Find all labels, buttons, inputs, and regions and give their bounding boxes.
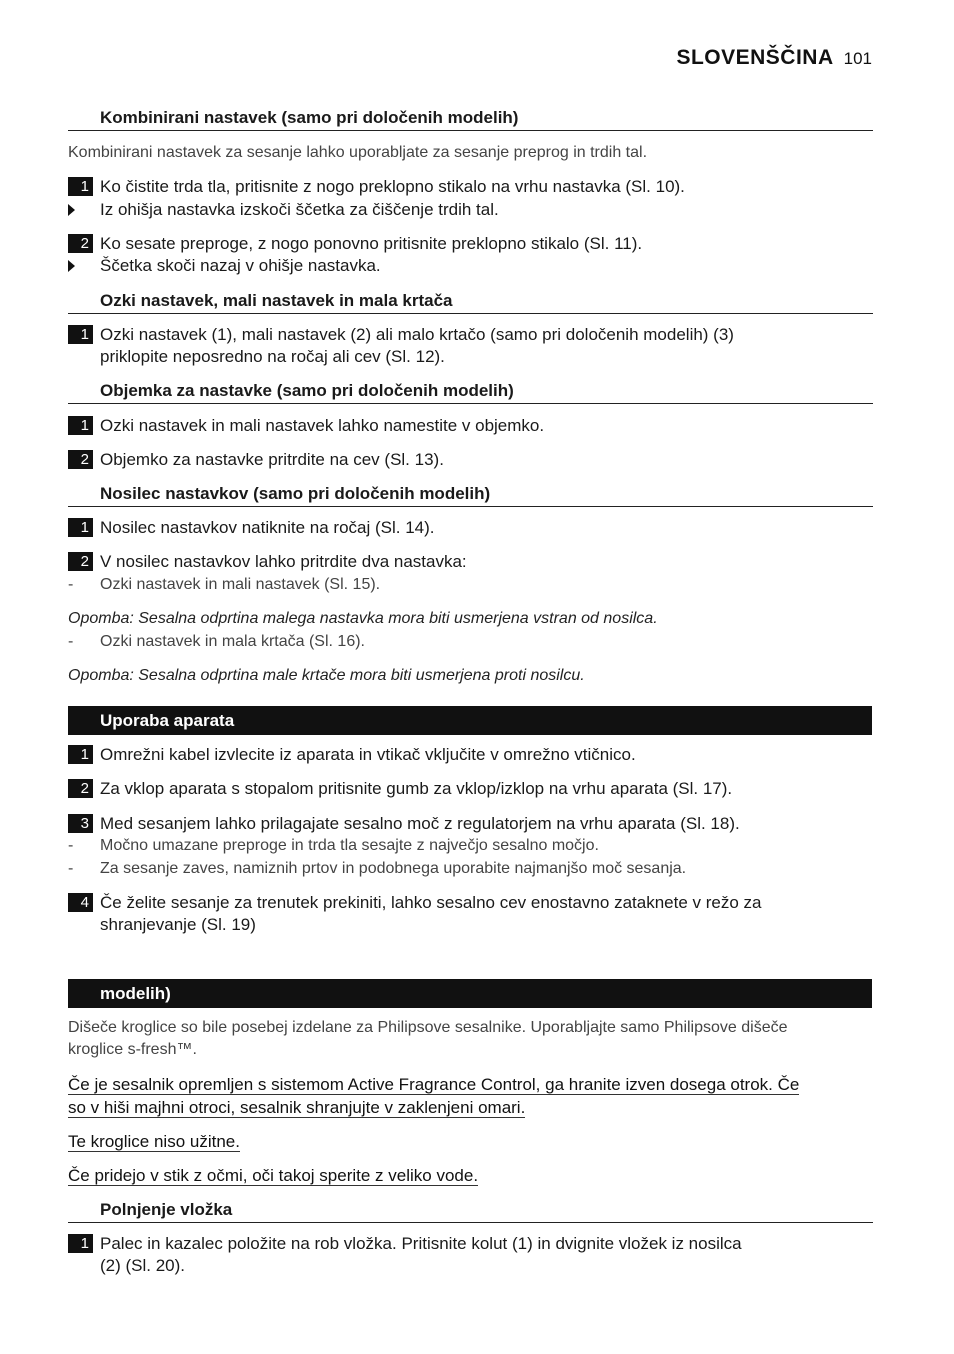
- section-title-refilling-cartridge: Polnjenje vložka: [68, 1199, 873, 1223]
- step: [68, 233, 873, 255]
- page-number: 101: [843, 49, 872, 68]
- result-text: Ščetka skoči nazaj v ohišje nastavka.: [100, 256, 381, 275]
- fragrance-intro-line: Dišeče kroglice so bile posebej izdelane za Philipsove sesalnike. Uporabljajte samo Philipsove dišeče: [68, 1019, 788, 1036]
- fragrance-intro-line: kroglice s-fresh™.: [68, 1041, 197, 1058]
- step-number: 1: [68, 1234, 93, 1253]
- note: Opomba: Sesalna odprtina male krtače mora biti usmerjena proti nosilcu.: [68, 667, 585, 684]
- step: [68, 449, 873, 471]
- step: [68, 324, 873, 368]
- dash-item-text: Ozki nastavek in mali nastavek (Sl. 15).: [100, 576, 381, 593]
- step-text: Med sesanjem lahko prilagajate sesalno moč z regulatorjem na vrhu aparata (Sl. 18).: [100, 814, 740, 833]
- dash-item-text: Ozki nastavek in mala krtača (Sl. 16).: [100, 633, 365, 650]
- step-number: 2: [68, 450, 93, 469]
- step: [68, 778, 873, 800]
- step-number: 1: [68, 745, 93, 764]
- result: [68, 199, 873, 221]
- dash-item-text: Močno umazane preproge in trda tla sesajte z največjo sesalno močjo.: [100, 837, 599, 854]
- section-title-narrow-nozzle: Ozki nastavek, mali nastavek in mala krtača: [68, 290, 873, 314]
- warning: [68, 1164, 873, 1187]
- step-text-line: Če želite sesanje za trenutek prekiniti, lahko sesalno cev enostavno zataknete v režo za: [100, 893, 762, 912]
- header-language: SLOVENŠČINA: [676, 46, 834, 69]
- result-text: Iz ohišja nastavka izskoči ščetka za čiščenje trdih tal.: [100, 200, 499, 219]
- step-text: Za vklop aparata s stopalom pritisnite gumb za vklop/izklop na vrhu aparata (Sl. 17).: [100, 779, 733, 798]
- dash-item: - Ozki nastavek in mali nastavek (Sl. 15).: [68, 574, 873, 596]
- step-text: Ozki nastavek in mali nastavek lahko namestite v objemko.: [100, 416, 545, 435]
- result: [68, 255, 873, 277]
- step-text-line: (2) (Sl. 20).: [100, 1256, 186, 1275]
- warning: [68, 1130, 873, 1153]
- result-triangle-icon: [68, 260, 75, 272]
- step-text-line: shranjevanje (Sl. 19): [100, 915, 256, 934]
- step-text: V nosilec nastavkov lahko pritrdite dva nastavka:: [100, 552, 467, 571]
- step-text-line: Palec in kazalec položite na rob vložka. Pritisnite kolut (1) in dvignite vložek iz nosilca: [100, 1234, 742, 1253]
- step-text: Ko čistite trda tla, pritisnite z nogo preklopno stikalo na vrhu nastavka (Sl. 10).: [100, 177, 685, 196]
- step-number: 1: [68, 325, 93, 344]
- step-number: 2: [68, 234, 93, 253]
- fragrance-intro: [68, 1017, 873, 1061]
- step-number: 1: [68, 177, 93, 196]
- step-number: 1: [68, 518, 93, 537]
- note: Opomba: Sesalna odprtina malega nastavka mora biti usmerjena vstran od nosilca.: [68, 610, 658, 627]
- step-text: Nosilec nastavkov natiknite na ročaj (Sl. 14).: [100, 518, 435, 537]
- step: [68, 1233, 873, 1277]
- section-title-nozzle-holder: Nosilec nastavkov (samo pri določenih modelih): [68, 483, 873, 507]
- page-header: [676, 46, 872, 70]
- warning-line: so v hiši majhni otroci, sesalnik shranjujte v zaklenjeni omari.: [68, 1098, 526, 1117]
- step: [68, 813, 873, 835]
- section-bar-using-appliance: Uporaba aparata: [68, 706, 872, 735]
- dash-item: - Za sesanje zaves, namiznih prtov in podobnega uporabite najmanjšo moč sesanja.: [68, 858, 873, 880]
- step: [68, 744, 873, 766]
- step-number: 3: [68, 814, 93, 833]
- combined-nozzle-intro: Kombinirani nastavek za sesanje lahko uporabljate za sesanje preprog in trdih tal.: [68, 144, 648, 161]
- dash-item: - Močno umazane preproge in trda tla sesajte z največjo sesalno močjo.: [68, 835, 873, 857]
- section-bar-fragrance-control: modelih): [68, 979, 872, 1008]
- step: [68, 517, 873, 539]
- dash-item-text: Za sesanje zaves, namiznih prtov in podobnega uporabite najmanjšo moč sesanja.: [100, 860, 687, 877]
- step-text: Objemko za nastavke pritrdite na cev (Sl. 13).: [100, 450, 444, 469]
- step-number: 2: [68, 552, 93, 571]
- warning-line: Če je sesalnik opremljen s sistemom Active Fragrance Control, ga hranite izven dosega otrok. Če: [68, 1075, 800, 1094]
- step-number: 1: [68, 416, 93, 435]
- section-title-nozzle-clip: Objemka za nastavke (samo pri določenih modelih): [68, 380, 873, 404]
- step: [68, 551, 873, 573]
- step-text: Omrežni kabel izvlecite iz aparata in vtikač vključite v omrežno vtičnico.: [100, 745, 636, 764]
- step: [68, 176, 873, 198]
- step: [68, 415, 873, 437]
- warning: [68, 1073, 873, 1119]
- warning-line: Če pridejo v stik z očmi, oči takoj sperite z veliko vode.: [68, 1166, 479, 1185]
- result-triangle-icon: [68, 204, 75, 216]
- warning-line: Te kroglice niso užitne.: [68, 1132, 240, 1151]
- dash-item: - Ozki nastavek in mala krtača (Sl. 16).: [68, 631, 873, 653]
- step-number: 4: [68, 893, 93, 912]
- step-text-line: Ozki nastavek (1), mali nastavek (2) ali malo krtačo (samo pri določenih modelih) (3): [100, 325, 734, 344]
- step-number: 2: [68, 779, 93, 798]
- step: [68, 892, 873, 936]
- step-text-line: priklopite neposredno na ročaj ali cev (Sl. 12).: [100, 347, 445, 366]
- section-title-combined-nozzle: Kombinirani nastavek (samo pri določenih modelih): [68, 107, 873, 131]
- step-text: Ko sesate preproge, z nogo ponovno pritisnite preklopno stikalo (Sl. 11).: [100, 234, 643, 253]
